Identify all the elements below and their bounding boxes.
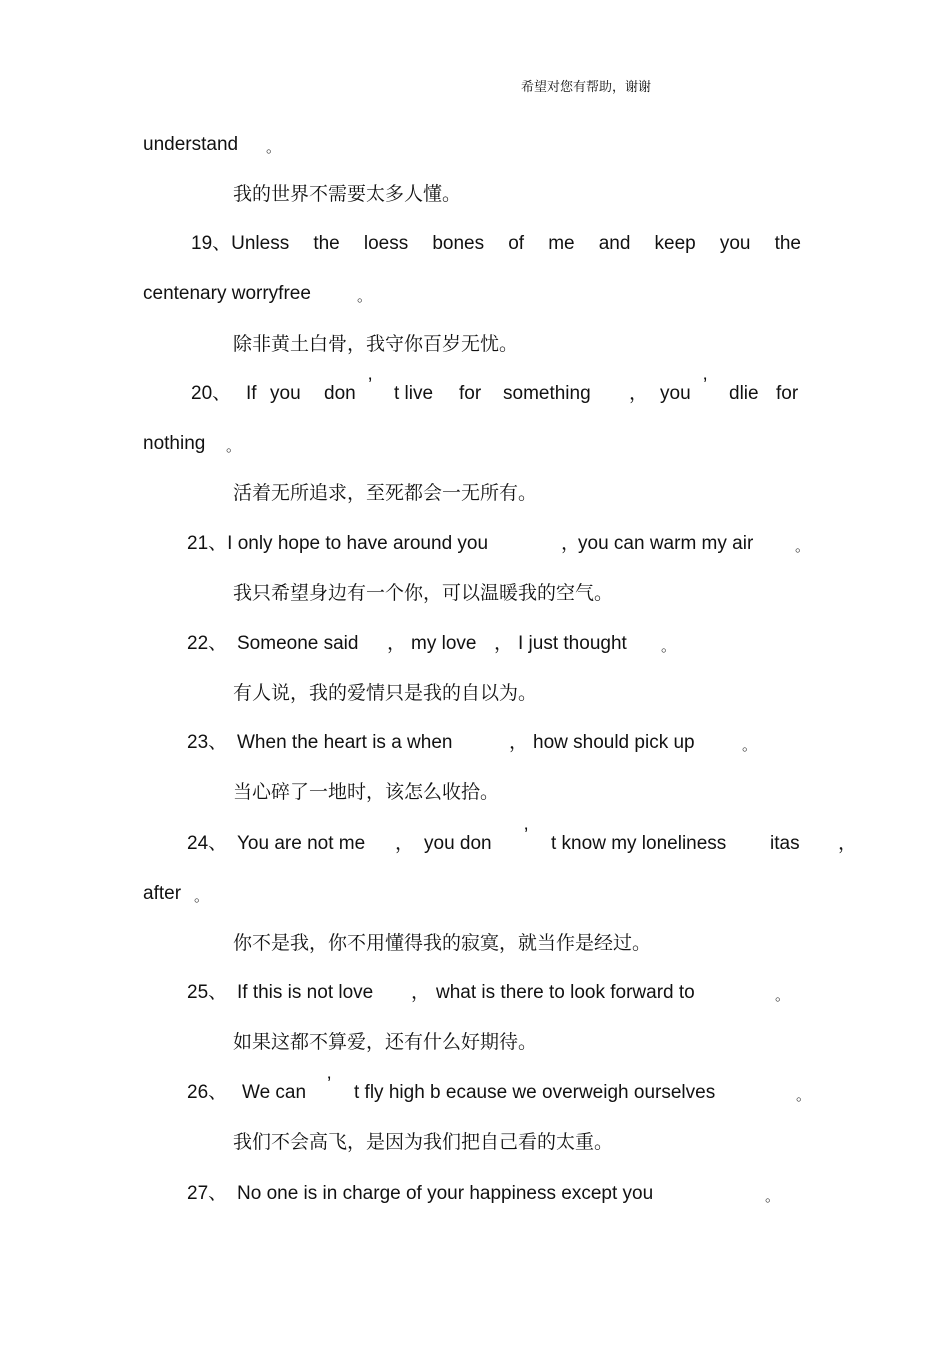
item24-comma: ， xyxy=(395,833,415,854)
item20-word: ’ xyxy=(703,375,708,396)
item20-word: for xyxy=(776,383,799,404)
item20-word: If xyxy=(246,383,257,404)
item24-translation: 你不是我，你不用懂得我的寂寞，就当作是经过。 xyxy=(233,932,652,954)
page-header: 希望对您有帮助，谢谢 xyxy=(521,80,652,95)
item23-period: 。 xyxy=(742,737,758,754)
item19-word: keep xyxy=(654,233,696,254)
item19-word: and xyxy=(598,233,631,254)
item19-word: you xyxy=(719,233,751,254)
item19-translation: 除非黄土白骨，我守你百岁无忧。 xyxy=(233,333,519,355)
item23-number: 23、 xyxy=(187,732,228,753)
item26-translation: 我们不会高飞，是因为我们把自己看的太重。 xyxy=(233,1131,614,1153)
item20-period: 。 xyxy=(226,438,242,455)
item20-word: for xyxy=(459,383,482,404)
item19-word: bones xyxy=(432,233,485,254)
item23-comma: ， xyxy=(509,732,529,753)
item24-text-b: you don xyxy=(424,833,492,854)
item23-translation: 当心碎了一地时，该怎么收拾。 xyxy=(233,781,500,803)
item20-translation: 活着无所追求，至死都会一无所有。 xyxy=(233,482,538,504)
item25-text-a: If this is not love xyxy=(237,982,374,1003)
item18-translation: 我的世界不需要太多人懂。 xyxy=(233,183,462,205)
item22-text-b: my love xyxy=(411,633,477,654)
item18-tail: understand xyxy=(143,134,239,155)
item26-period: 。 xyxy=(796,1087,812,1104)
item26-text-b: t fly high b ecause we overweigh ourselves xyxy=(354,1082,716,1103)
item27-text-a: No one is in charge of your happiness except you xyxy=(237,1183,654,1204)
item22-number: 22、 xyxy=(187,633,228,654)
item20-word: something xyxy=(503,383,591,404)
item24-number: 24、 xyxy=(187,833,228,854)
item19-word: the xyxy=(774,233,801,254)
item27-period: 。 xyxy=(765,1188,781,1205)
item24-text-a: You are not me xyxy=(237,833,366,854)
item19-word: the xyxy=(313,233,340,254)
item25-period: 。 xyxy=(775,987,791,1004)
item20-word: you xyxy=(660,383,691,404)
item22-period: 。 xyxy=(661,638,677,655)
item20-word: 20、 xyxy=(191,383,232,404)
item18-period: 。 xyxy=(266,139,282,156)
item20-word: you xyxy=(270,383,301,404)
item20-word: ’ xyxy=(368,375,373,396)
item25-text-b: what is there to look forward to xyxy=(436,982,695,1003)
item19-word: me xyxy=(548,233,575,254)
item25-number: 25、 xyxy=(187,982,228,1003)
item26-number: 26、 xyxy=(187,1082,228,1103)
item21-comma: ， xyxy=(561,533,581,554)
item20-word: don xyxy=(324,383,356,404)
item22-translation: 有人说，我的爱情只是我的自以为。 xyxy=(233,682,538,704)
item24-comma: ， xyxy=(838,833,858,854)
item24-apostrophe: ’ xyxy=(524,825,529,846)
item20-word: ， xyxy=(629,383,649,404)
item19-period: 。 xyxy=(357,288,373,305)
item22-comma: ， xyxy=(494,633,514,654)
item19-word: loess xyxy=(363,233,409,254)
item21-period: 。 xyxy=(795,538,811,555)
item19-word: 19、Unless xyxy=(191,233,290,254)
item26-text-a: We can xyxy=(242,1082,307,1103)
item21-text-b: you can warm my air xyxy=(578,533,754,554)
item23-text-b: how should pick up xyxy=(533,732,695,753)
item22-comma: ， xyxy=(387,633,407,654)
item24-line2: after xyxy=(143,883,182,904)
item22-text-c: I just thought xyxy=(518,633,627,654)
item20-word: dlie xyxy=(729,383,759,404)
item26-apostrophe: ’ xyxy=(327,1074,332,1095)
item25-translation: 如果这都不算爱，还有什么好期待。 xyxy=(233,1031,538,1053)
item24-text-d: itas xyxy=(770,833,800,854)
item21-translation: 我只希望身边有一个你，可以温暖我的空气。 xyxy=(233,582,614,604)
item19-line2: centenary worryfree xyxy=(143,283,311,304)
item21-text-a: 21、I only hope to have around you xyxy=(187,533,489,554)
item20-line2: nothing xyxy=(143,433,206,454)
item19-line1 xyxy=(191,232,801,256)
item24-period: 。 xyxy=(194,888,210,905)
item27-number: 27、 xyxy=(187,1183,228,1204)
item20-word: t live xyxy=(394,383,434,404)
item22-text-a: Someone said xyxy=(237,633,359,654)
item23-text-a: When the heart is a when xyxy=(237,732,453,753)
item19-word: of xyxy=(508,233,525,254)
item25-comma: ， xyxy=(411,982,431,1003)
item24-text-c: t know my loneliness xyxy=(551,833,727,854)
